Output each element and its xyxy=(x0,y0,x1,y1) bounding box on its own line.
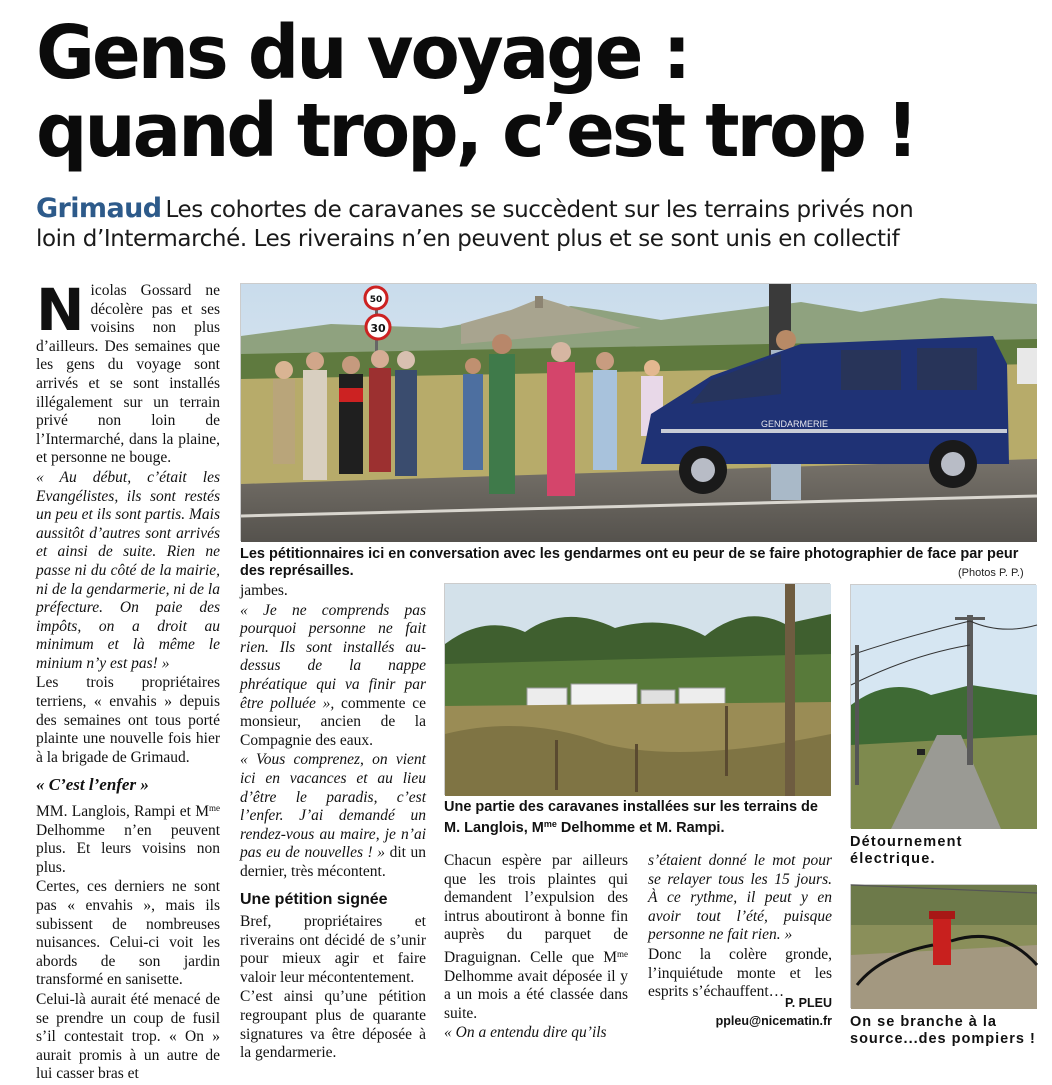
paragraph-jambes: jambes. xyxy=(240,582,288,599)
deck-line-1: Les cohortes de caravanes se succèdent sur les terrains privés non xyxy=(165,197,914,223)
paragraph-2: Les trois propriétaires terriens, « envahis » depuis des semaines ont tous porté plainte une nouvelle fois hier à la brigade de Grimaud. xyxy=(36,674,220,766)
pole-photo-image xyxy=(851,585,1037,829)
speed-sign-30: 30 xyxy=(370,322,386,335)
headline xyxy=(36,10,1006,174)
deck-town: Grimaud xyxy=(36,193,162,224)
quote-1: « Au début, c’était les Evangélistes, ils sont restés un peu et ils sont partis. Mais aussitôt d’autres sont arrivés et ainsi de suite. Rien ne passe ni du côté de la mairie, ni de la gendarmerie, ni de la préfecture. On paie des impôts, on a droit au minimum et là même le minium n’y est pas! » xyxy=(36,468,220,672)
pole-photo xyxy=(850,584,1036,828)
paragraph-petition: C’est ainsi qu’une pétition regroupant plus de quarante signatures va être déposée à la gendarmerie. xyxy=(240,988,426,1062)
paragraph-bref: Bref, propriétaires et riverains ont décidé de s’unir pour mieux agir et faire valoir leur mécontentement. xyxy=(240,913,426,986)
caravans-photo-image xyxy=(445,584,831,796)
speed-sign-50: 50 xyxy=(369,295,383,305)
hydrant-photo xyxy=(850,884,1036,1008)
paragraph-4: Certes, ces derniers ne sont pas « envahis », mais ils subissent de nombreuses nuisances. Celui-ci voit les abords de son jardin transformé en sanisette. xyxy=(36,878,220,989)
author-email[interactable]: ppleu@nicematin.fr xyxy=(715,1014,832,1028)
subheading-petition: Une pétition signée xyxy=(240,890,388,908)
pole-photo-caption: Détournement électrique. xyxy=(850,834,963,867)
main-photo-caption: Les pétitionnaires ici en conversation avec les gendarmes ont eu peur de se faire photographier de face par peur des représailles. xyxy=(240,546,1019,579)
dropcap: N xyxy=(36,276,85,344)
hydrant-photo-image xyxy=(851,885,1037,1009)
paragraph-5: Celui-là aurait été menacé de se prendre un coup de fusil s’il contestait trop. « On » aurait promis à un autre de lui casser bras et xyxy=(36,990,220,1083)
photo-credit: (Photos P. P.) xyxy=(958,567,1024,579)
article-column-4 xyxy=(648,852,832,1003)
author-name: P. PLEU xyxy=(784,996,832,1010)
paragraph-intro: Nicolas Gossard ne décolère pas et ses voisins non plus d’ailleurs. Des semaines que les gens du voyage sont arrivés et se sont installés illégalement sur un terrain privé non loin de l’Intermarché, dans la plaine, et personne ne bouge. xyxy=(36,276,220,467)
quote-nappe: « Je ne comprends pas pourquoi personne ne fait rien. Ils sont installés au-dessus de la nappe phréatique qui va finir par être polluée », commente ce monsieur, ancien de la Compagnie des eaux. xyxy=(240,601,426,749)
subheading-enfer: « C’est l’enfer » xyxy=(36,775,149,795)
paragraph-3: MM. Langlois, Rampi et $M^{me}$ Delhomme n’en peuvent plus. Et leurs voisins non plus. xyxy=(36,803,220,876)
deck xyxy=(36,194,1036,254)
article-column-1 xyxy=(36,276,220,1085)
caravans-photo xyxy=(444,583,830,795)
quote-entendu: « On a entendu dire qu’ils xyxy=(444,1024,607,1042)
quote-relayer: s’étaient donné le mot pour se relayer tous les 15 jours. À ce rythme, il peut y en avoir tout l’été, puisque personne ne fait rien. » xyxy=(648,852,832,944)
article-column-3 xyxy=(444,852,628,1044)
hydrant-photo-caption: On se branche à la source...des pompiers ! xyxy=(850,1014,1036,1047)
quote-vacances: « Vous comprenez, on vient ici en vacances et au lieu d’être le paradis, c’est l’enfer. J’ai demandé un rendez-vous au maire, je n’ai pas eu de nouvelles ! » dit un dernier, très mécontent. xyxy=(240,751,426,880)
paragraph-colere: Donc la colère gronde, l’inquiétude monte et les esprits s’échauffent… xyxy=(648,945,832,1001)
caravans-photo-caption: Une partie des caravanes installées sur les terrains de M. Langlois, $M^{me}$ Delhomme et M. Rampi. xyxy=(444,799,818,836)
main-photo-image xyxy=(241,284,1037,542)
headline-line-1: Gens du voyage : xyxy=(36,10,689,96)
main-photo xyxy=(240,283,1036,541)
article-column-2 xyxy=(240,582,426,1064)
van-lettering: GENDARMERIE xyxy=(761,419,829,429)
paragraph-plaintes: Chacun espère par ailleurs que les trois plaintes qui demandent l’expulsion des intrus aboutiront à bonne fin auprès du parquet de Draguignan. Celle que $M^{me}$ Delhomme avait déposée il y a un mois a été classée dans suite. xyxy=(444,852,628,1022)
deck-line-2: loin d’Intermarché. Les riverains n’en peuvent plus et se sont unis en collectif xyxy=(36,226,900,252)
headline-line-2: quand trop, c’est trop ! xyxy=(36,88,916,174)
